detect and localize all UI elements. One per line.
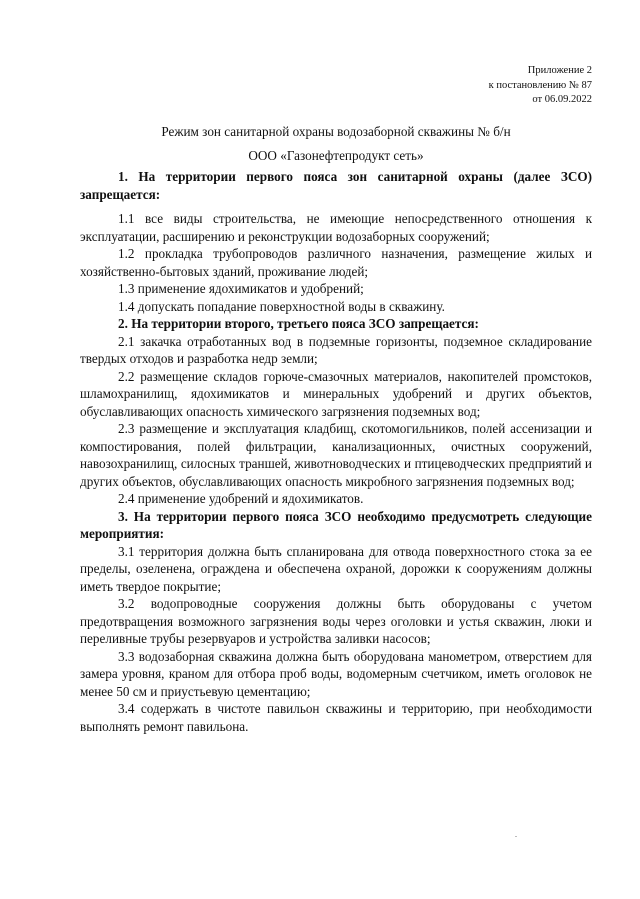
appendix-block	[489, 64, 592, 108]
section-3-item-4: 3.4 содержать в чистоте павильон скважины и территорию, при необходимости выполнять ремонт павильона.	[80, 701, 592, 734]
section-1-heading: 1. На территории первого пояса зон санитарной охраны (далее ЗСО) запрещается:	[80, 169, 592, 202]
section-2-item-3: 2.3 размещение и эксплуатация кладбищ, скотомогильников, полей ассенизации и компостирования, полей фильтрации, канализационных, очистных сооружений, навозохранилищ, силосных траншей, животноводческих и птицеводческих предприятий и других объектов, обуславливающих опасность микробного загрязнения подземных вод;	[80, 421, 592, 489]
section-2-item-2: 2.2 размещение складов горюче-смазочных материалов, накопителей промстоков, шламохранилищ, ядохимикатов и минеральных удобрений и других объектов, обуславливающих опасность химического загрязнения подземных вод;	[80, 368, 592, 419]
section-2-item-4: 2.4 применение удобрений и ядохимикатов.	[118, 491, 364, 506]
section-1-item-2: 1.2 прокладка трубопроводов различного назначения, размещение жилых и хозяйственно-бытовых зданий, проживание людей;	[80, 246, 592, 279]
section-3-item-2: 3.2 водопроводные сооружения должны быть оборудованы с учетом предотвращения возможного загрязнения воды через оголовки и устья скважин, люки и переливные трубы резервуаров и устройства заливки насосов;	[80, 596, 592, 646]
section-3-heading: 3. На территории первого пояса ЗСО необходимо предусмотреть следующие мероприятия:	[80, 508, 592, 541]
section-1-item-3: 1.3 применение ядохимикатов и удобрений;	[118, 281, 364, 296]
appendix-label: Приложение 2	[527, 65, 592, 76]
section-1-item-1: 1.1 все виды строительства, не имеющие непосредственного отношения к эксплуатации, расширению и реконструкции водозаборных сооружений;	[80, 211, 592, 244]
document-title: Режим зон санитарной охраны водозаборной скважины № б/н	[161, 124, 511, 139]
scan-speck	[515, 836, 517, 837]
document-body	[80, 168, 592, 735]
appendix-date: от 06.09.2022	[532, 94, 592, 105]
section-1-item-4: 1.4 допускать попадание поверхностной воды в скважину.	[118, 298, 445, 314]
section-2-item-1: 2.1 закачка отработанных вод в подземные горизонты, подземное складирование твердых отходов и разработка недр земли;	[80, 333, 592, 366]
document-subtitle: ООО «Газонефтепродукт сеть»	[248, 148, 424, 163]
section-3-item-1: 3.1 территория должна быть спланирована для отвода поверхностного стока за ее пределы, озеленена, ограждена и обеспечена охраной, дорожки к сооружениям должны иметь твердое покрытие;	[80, 543, 592, 594]
section-2-heading: 2. На территории второго, третьего пояса ЗСО запрещается:	[118, 316, 479, 331]
section-3-item-3: 3.3 водозаборная скважина должна быть оборудована манометром, отверстием для замера уровня, краном для отбора проб воды, водомерным счетчиком, иметь оголовок не менее 50 см и приустьевую цементацию;	[80, 648, 592, 699]
appendix-resolution: к постановлению № 87	[488, 79, 592, 91]
